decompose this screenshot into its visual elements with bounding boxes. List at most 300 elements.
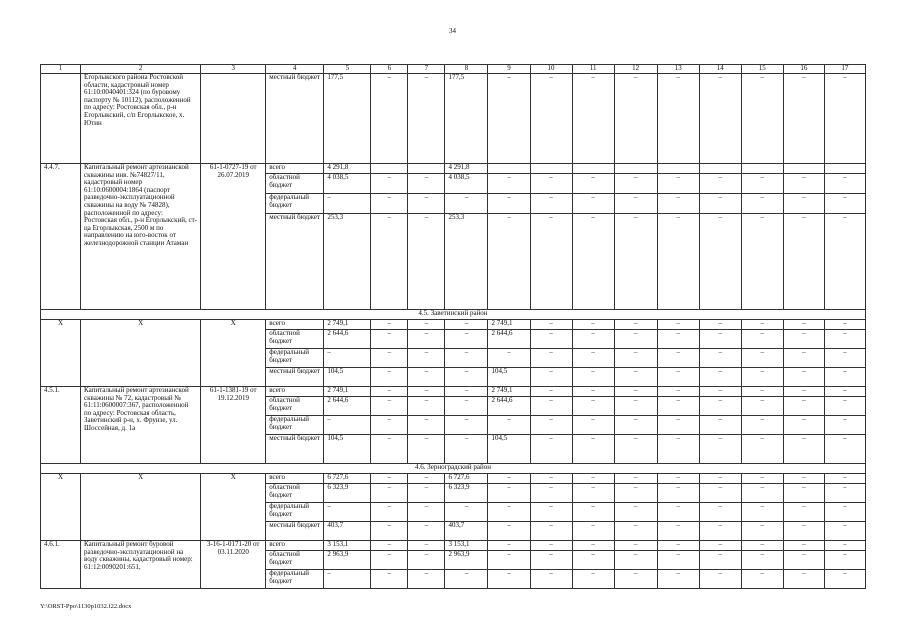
budget-label: всего: [266, 474, 324, 484]
column-header: 6: [371, 65, 408, 74]
value-col-5: 2 644,6: [324, 330, 371, 349]
value-col-16: –: [783, 320, 824, 330]
value-col-6: –: [371, 570, 408, 589]
value-col-5: 177,5: [324, 74, 371, 164]
value-col-15: –: [741, 368, 783, 387]
value-col-7: –: [408, 435, 445, 464]
value-col-8: –: [445, 503, 488, 522]
value-col-9: –: [488, 522, 530, 541]
value-col-5: 6 323,9: [324, 484, 371, 503]
column-header: 1: [41, 65, 81, 74]
budget-label: всего: [266, 387, 324, 397]
budget-label: областной бюджет: [266, 397, 324, 416]
value-col-9: –: [488, 174, 530, 194]
value-col-17: –: [824, 349, 865, 368]
value-col-9: 104,5: [488, 368, 530, 387]
value-col-14: –: [699, 214, 741, 310]
budget-table: [40, 64, 866, 589]
value-col-9: –: [488, 74, 530, 164]
value-col-15: –: [741, 484, 783, 503]
table-body: [41, 65, 866, 589]
value-col-14: –: [699, 330, 741, 349]
value-col-5: –: [324, 570, 371, 589]
value-col-12: [614, 164, 657, 174]
value-col-9: 2 644,6: [488, 397, 530, 416]
value-col-11: –: [572, 570, 614, 589]
value-col-5: –: [324, 503, 371, 522]
value-col-16: [783, 164, 824, 174]
value-col-17: –: [824, 214, 865, 310]
footer-path: Y:\ORST-Ppo\1130p1032.f22.docx: [40, 603, 132, 610]
value-col-17: –: [824, 320, 865, 330]
value-col-8: –: [445, 416, 488, 435]
column-header: 10: [530, 65, 572, 74]
value-col-17: [824, 164, 865, 174]
value-col-9: –: [488, 214, 530, 310]
column-header: 3: [201, 65, 266, 74]
value-col-8: –: [445, 570, 488, 589]
item-number: 4.5.1.: [41, 387, 81, 464]
value-col-7: –: [408, 474, 445, 484]
value-col-9: 2 749,1: [488, 320, 530, 330]
value-col-7: –: [408, 349, 445, 368]
value-col-17: –: [824, 368, 865, 387]
document-ref: X: [201, 320, 266, 387]
value-col-13: –: [657, 174, 699, 194]
value-col-10: –: [530, 387, 572, 397]
value-col-11: –: [572, 503, 614, 522]
value-col-16: –: [783, 551, 824, 570]
value-col-14: –: [699, 349, 741, 368]
value-col-16: –: [783, 416, 824, 435]
value-col-16: –: [783, 214, 824, 310]
value-col-14: –: [699, 570, 741, 589]
value-col-12: –: [614, 387, 657, 397]
value-col-15: –: [741, 174, 783, 194]
budget-label: федеральный бюджет: [266, 503, 324, 522]
value-col-6: –: [371, 484, 408, 503]
section-header-row: [41, 310, 866, 320]
value-col-10: –: [530, 194, 572, 214]
value-col-14: –: [699, 320, 741, 330]
value-col-15: –: [741, 387, 783, 397]
value-col-13: –: [657, 416, 699, 435]
value-col-8: 177,5: [445, 74, 488, 164]
column-header: 12: [614, 65, 657, 74]
value-col-10: –: [530, 416, 572, 435]
value-col-11: –: [572, 320, 614, 330]
value-col-9: –: [488, 194, 530, 214]
value-col-7: –: [408, 320, 445, 330]
item-description: Капитальный ремонт артезианской скважины № 72, кадастровый № 61:11:0600007:367, расположенной по адресу: Ростовская область, Заветинский р-н, х. Фрунзе, ул. Шоссейная, д. 1а: [81, 387, 201, 464]
value-col-11: –: [572, 551, 614, 570]
column-header: 7: [408, 65, 445, 74]
value-col-10: [530, 164, 572, 174]
value-col-15: –: [741, 570, 783, 589]
value-col-7: –: [408, 174, 445, 194]
value-col-13: –: [657, 74, 699, 164]
value-col-11: [572, 164, 614, 174]
value-col-15: –: [741, 522, 783, 541]
table-row: [41, 74, 866, 164]
table-row: [41, 541, 866, 551]
column-header: 11: [572, 65, 614, 74]
value-col-11: –: [572, 541, 614, 551]
value-col-10: –: [530, 349, 572, 368]
value-col-10: –: [530, 368, 572, 387]
value-col-12: –: [614, 503, 657, 522]
value-col-8: 4 038,5: [445, 174, 488, 194]
table-row: [41, 320, 866, 330]
value-col-7: –: [408, 570, 445, 589]
value-col-16: –: [783, 435, 824, 464]
value-col-17: –: [824, 435, 865, 464]
value-col-15: –: [741, 416, 783, 435]
value-col-8: –: [445, 435, 488, 464]
value-col-5: 6 727,6: [324, 474, 371, 484]
value-col-12: –: [614, 522, 657, 541]
value-col-8: 253,3: [445, 214, 488, 310]
item-description: Капитальный ремонт буровой разведочно-эксплуатационной на воду скважины, кадастровый номер: 61:12:0090201:651,: [81, 541, 201, 589]
column-header: 8: [445, 65, 488, 74]
value-col-6: –: [371, 397, 408, 416]
value-col-6: –: [371, 330, 408, 349]
value-col-10: –: [530, 551, 572, 570]
value-col-5: 403,7: [324, 522, 371, 541]
value-col-11: –: [572, 194, 614, 214]
value-col-16: –: [783, 570, 824, 589]
value-col-10: –: [530, 174, 572, 194]
value-col-7: –: [408, 74, 445, 164]
value-col-10: –: [530, 503, 572, 522]
column-header: 14: [699, 65, 741, 74]
value-col-13: –: [657, 522, 699, 541]
value-col-13: –: [657, 474, 699, 484]
value-col-13: –: [657, 570, 699, 589]
item-number: [41, 74, 81, 164]
document-ref: 3-16-1-0171-20 от 03.11.2020: [201, 541, 266, 589]
value-col-17: –: [824, 503, 865, 522]
item-number: 4.4.7.: [41, 164, 81, 310]
value-col-15: –: [741, 474, 783, 484]
value-col-5: 2 644,6: [324, 397, 371, 416]
value-col-12: –: [614, 330, 657, 349]
value-col-16: –: [783, 474, 824, 484]
budget-label: федеральный бюджет: [266, 570, 324, 589]
value-col-6: –: [371, 368, 408, 387]
column-header: 17: [824, 65, 865, 74]
value-col-14: –: [699, 522, 741, 541]
value-col-17: –: [824, 74, 865, 164]
value-col-6: –: [371, 435, 408, 464]
value-col-14: –: [699, 416, 741, 435]
value-col-16: –: [783, 387, 824, 397]
column-header: 13: [657, 65, 699, 74]
value-col-11: –: [572, 484, 614, 503]
value-col-7: –: [408, 484, 445, 503]
value-col-7: –: [408, 330, 445, 349]
value-col-17: –: [824, 551, 865, 570]
value-col-9: 104,5: [488, 435, 530, 464]
page-number: 34: [449, 27, 456, 35]
value-col-14: –: [699, 551, 741, 570]
value-col-8: 6 727,6: [445, 474, 488, 484]
value-col-13: –: [657, 387, 699, 397]
value-col-15: –: [741, 551, 783, 570]
value-col-16: –: [783, 194, 824, 214]
value-col-8: –: [445, 397, 488, 416]
value-col-9: –: [488, 484, 530, 503]
value-col-7: –: [408, 503, 445, 522]
item-number: X: [41, 474, 81, 541]
value-col-9: –: [488, 570, 530, 589]
value-col-10: –: [530, 570, 572, 589]
column-header: 15: [741, 65, 783, 74]
value-col-6: –: [371, 474, 408, 484]
value-col-14: –: [699, 74, 741, 164]
value-col-7: [408, 164, 445, 174]
value-col-7: –: [408, 522, 445, 541]
value-col-16: –: [783, 174, 824, 194]
value-col-12: –: [614, 214, 657, 310]
value-col-17: –: [824, 416, 865, 435]
value-col-9: –: [488, 503, 530, 522]
value-col-8: –: [445, 320, 488, 330]
value-col-5: 2 749,1: [324, 387, 371, 397]
value-col-12: –: [614, 320, 657, 330]
header-row: [41, 65, 866, 74]
value-col-6: –: [371, 194, 408, 214]
value-col-10: –: [530, 484, 572, 503]
value-col-5: 4 038,5: [324, 174, 371, 194]
value-col-16: –: [783, 484, 824, 503]
table-row: [41, 474, 866, 484]
value-col-9: 2 749,1: [488, 387, 530, 397]
value-col-7: –: [408, 194, 445, 214]
value-col-6: –: [371, 214, 408, 310]
value-col-16: –: [783, 541, 824, 551]
value-col-9: –: [488, 416, 530, 435]
value-col-11: –: [572, 214, 614, 310]
value-col-7: –: [408, 541, 445, 551]
value-col-13: –: [657, 320, 699, 330]
value-col-13: –: [657, 368, 699, 387]
budget-label: местный бюджет: [266, 214, 324, 310]
value-col-14: –: [699, 387, 741, 397]
value-col-7: –: [408, 551, 445, 570]
value-col-10: –: [530, 435, 572, 464]
budget-label: всего: [266, 320, 324, 330]
value-col-12: –: [614, 416, 657, 435]
value-col-15: –: [741, 320, 783, 330]
value-col-17: –: [824, 522, 865, 541]
value-col-13: –: [657, 541, 699, 551]
value-col-14: –: [699, 484, 741, 503]
value-col-14: [699, 164, 741, 174]
value-col-9: –: [488, 551, 530, 570]
budget-label: федеральный бюджет: [266, 349, 324, 368]
value-col-8: 2 963,9: [445, 551, 488, 570]
section-title: 4.6. Зерноградский район: [41, 464, 866, 474]
value-col-8: 3 153,1: [445, 541, 488, 551]
value-col-14: –: [699, 435, 741, 464]
value-col-12: –: [614, 435, 657, 464]
value-col-11: –: [572, 368, 614, 387]
item-description: Егорлыкского района Ростовской области, кадастровый номер 61:10:0040401:324 (по буровому паспорту № 10112), расположенной по адресу: Ростовская обл., р-н Егорлыкский, с/п Егорлыкское, х. Ютин: [81, 74, 201, 164]
budget-label: всего: [266, 164, 324, 174]
value-col-9: –: [488, 349, 530, 368]
item-number: 4.6.1.: [41, 541, 81, 589]
budget-label: местный бюджет: [266, 368, 324, 387]
value-col-14: –: [699, 397, 741, 416]
value-col-16: –: [783, 368, 824, 387]
document-ref: 61-1-1381-19 от 19.12.2019: [201, 387, 266, 464]
value-col-6: –: [371, 522, 408, 541]
value-col-14: –: [699, 174, 741, 194]
value-col-17: –: [824, 387, 865, 397]
value-col-8: 4 291,8: [445, 164, 488, 174]
column-header: 4: [266, 65, 324, 74]
value-col-5: 2 963,9: [324, 551, 371, 570]
value-col-7: –: [408, 416, 445, 435]
section-title: 4.5. Заветинский район: [41, 310, 866, 320]
value-col-7: –: [408, 214, 445, 310]
document-ref: [201, 74, 266, 164]
value-col-12: –: [614, 541, 657, 551]
value-col-12: –: [614, 397, 657, 416]
value-col-6: –: [371, 174, 408, 194]
column-header: 16: [783, 65, 824, 74]
value-col-15: –: [741, 397, 783, 416]
value-col-5: 4 291,8: [324, 164, 371, 174]
budget-label: местный бюджет: [266, 522, 324, 541]
value-col-14: –: [699, 194, 741, 214]
value-col-6: –: [371, 387, 408, 397]
value-col-16: –: [783, 397, 824, 416]
value-col-15: [741, 164, 783, 174]
value-col-9: [488, 164, 530, 174]
budget-label: всего: [266, 541, 324, 551]
value-col-6: –: [371, 74, 408, 164]
value-col-14: –: [699, 368, 741, 387]
value-col-9: –: [488, 474, 530, 484]
value-col-7: –: [408, 368, 445, 387]
value-col-13: –: [657, 349, 699, 368]
value-col-13: –: [657, 484, 699, 503]
value-col-11: –: [572, 330, 614, 349]
value-col-8: 403,7: [445, 522, 488, 541]
value-col-11: –: [572, 474, 614, 484]
value-col-13: –: [657, 194, 699, 214]
value-col-8: 6 323,9: [445, 484, 488, 503]
value-col-8: –: [445, 194, 488, 214]
value-col-16: –: [783, 349, 824, 368]
value-col-13: [657, 164, 699, 174]
value-col-14: –: [699, 541, 741, 551]
value-col-11: –: [572, 174, 614, 194]
value-col-15: –: [741, 503, 783, 522]
value-col-17: –: [824, 194, 865, 214]
value-col-15: –: [741, 541, 783, 551]
value-col-5: 3 153,1: [324, 541, 371, 551]
table-row: [41, 387, 866, 397]
budget-label: федеральный бюджет: [266, 416, 324, 435]
value-col-7: –: [408, 387, 445, 397]
value-col-17: –: [824, 174, 865, 194]
item-description: Капитальный ремонт артезианской скважины инв. №74827/11, кадастровый номер 61:10:0600004:1864 (паспорт разведочно-эксплуатационной скважины на воду № 74828), расположенной по адресу: Ростовская обл., р-н Егорлыкский, ст-ца Егорлыкская, 2500 м по направлению на юго-восток от железнодорожной станции Атаман: [81, 164, 201, 310]
value-col-12: –: [614, 484, 657, 503]
column-header: 5: [324, 65, 371, 74]
value-col-12: –: [614, 570, 657, 589]
value-col-8: –: [445, 349, 488, 368]
column-header: 9: [488, 65, 530, 74]
document-ref: 61-1-0727-19 от 26.07.2019: [201, 164, 266, 310]
budget-label: федеральный бюджет: [266, 194, 324, 214]
value-col-13: –: [657, 330, 699, 349]
budget-label: областной бюджет: [266, 484, 324, 503]
value-col-17: –: [824, 397, 865, 416]
table-row: [41, 164, 866, 174]
value-col-10: –: [530, 522, 572, 541]
value-col-10: –: [530, 541, 572, 551]
value-col-6: –: [371, 503, 408, 522]
value-col-11: –: [572, 522, 614, 541]
value-col-5: 104,5: [324, 368, 371, 387]
budget-label: областной бюджет: [266, 330, 324, 349]
value-col-17: –: [824, 570, 865, 589]
value-col-5: 2 749,1: [324, 320, 371, 330]
value-col-11: –: [572, 416, 614, 435]
value-col-16: –: [783, 522, 824, 541]
value-col-6: –: [371, 551, 408, 570]
value-col-11: –: [572, 349, 614, 368]
value-col-6: –: [371, 320, 408, 330]
item-number: X: [41, 320, 81, 387]
value-col-17: –: [824, 541, 865, 551]
value-col-6: –: [371, 541, 408, 551]
value-col-16: –: [783, 74, 824, 164]
value-col-12: –: [614, 74, 657, 164]
value-col-5: –: [324, 349, 371, 368]
value-col-10: –: [530, 320, 572, 330]
value-col-5: 104,5: [324, 435, 371, 464]
value-col-14: –: [699, 474, 741, 484]
value-col-17: –: [824, 474, 865, 484]
value-col-8: –: [445, 387, 488, 397]
value-col-13: –: [657, 397, 699, 416]
value-col-5: –: [324, 194, 371, 214]
value-col-10: –: [530, 474, 572, 484]
value-col-12: –: [614, 349, 657, 368]
value-col-15: –: [741, 330, 783, 349]
value-col-11: –: [572, 397, 614, 416]
value-col-5: –: [324, 416, 371, 435]
value-col-15: –: [741, 349, 783, 368]
value-col-12: –: [614, 368, 657, 387]
value-col-17: –: [824, 484, 865, 503]
value-col-17: –: [824, 330, 865, 349]
value-col-13: –: [657, 503, 699, 522]
value-col-15: –: [741, 214, 783, 310]
value-col-11: –: [572, 74, 614, 164]
section-header-row: [41, 464, 866, 474]
budget-label: областной бюджет: [266, 174, 324, 194]
value-col-15: –: [741, 435, 783, 464]
value-col-13: –: [657, 435, 699, 464]
value-col-8: –: [445, 330, 488, 349]
value-col-16: –: [783, 503, 824, 522]
budget-label: местный бюджет: [266, 435, 324, 464]
